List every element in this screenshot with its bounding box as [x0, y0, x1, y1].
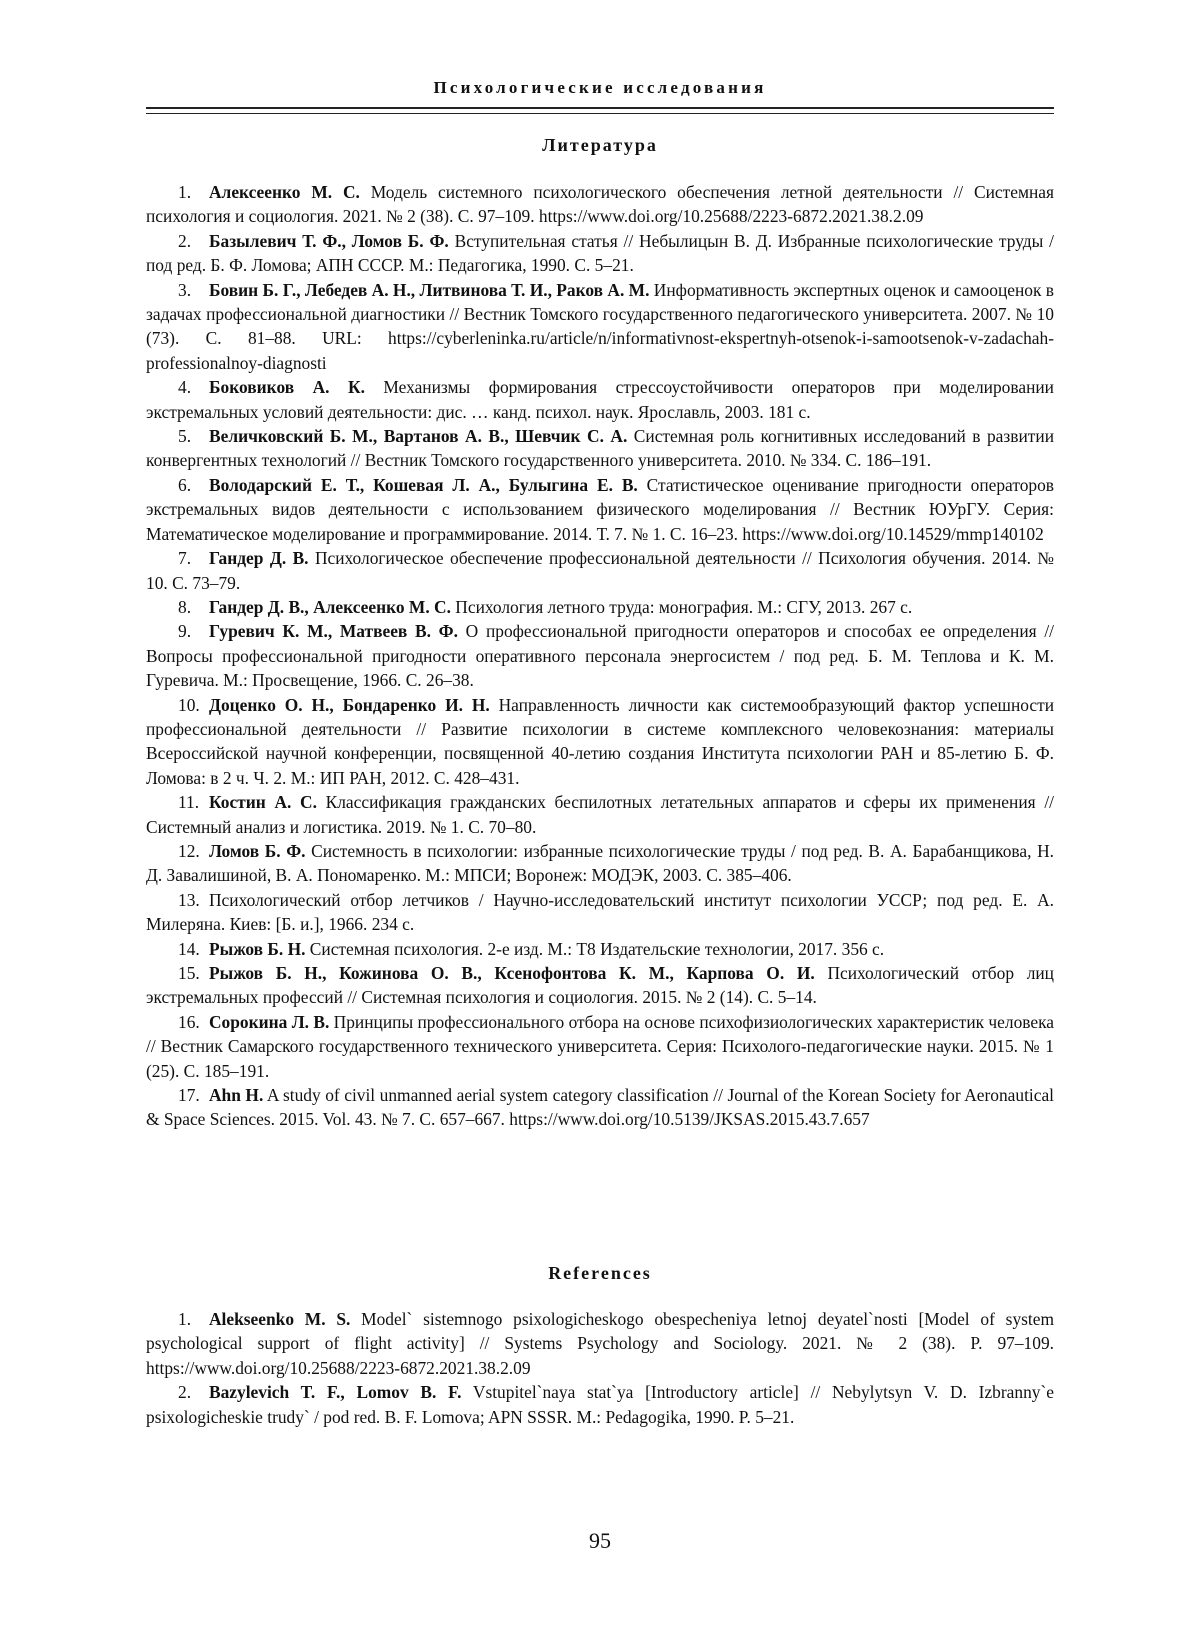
literature-item-authors: Бовин Б. Г., Лебедев А. Н., Литвинова Т. И., Раков А. М.: [209, 280, 649, 300]
literature-item: [146, 595, 1054, 619]
literature-item: [146, 180, 1054, 229]
literature-list: [146, 180, 1054, 1132]
references-item-number: 2.: [178, 1380, 209, 1404]
literature-item-authors: Гандер Д. В.: [209, 548, 309, 568]
literature-item-text: Системность в психологии: избранные психологические труды / под ред. В. А. Барабанщикова, Н. Д. Завалишиной, В. А. Пономаренко. М.: МПСИ; Воронеж: МОДЭК, 2003. С. 385–406.: [146, 841, 1054, 885]
literature-item-text: Системная роль когнитивных исследований в развитии конвергентных технологий // Вестник Томского государственного университета. 2010. № 334. С. 186–191.: [146, 426, 1054, 470]
literature-item-authors: Володарский Е. Т., Кошевая Л. А., Булыгина Е. В.: [209, 475, 638, 495]
references-item-authors: Bazylevich T. F., Lomov B. F.: [209, 1382, 461, 1402]
literature-item-authors: Ahn H.: [209, 1085, 263, 1105]
journal-page: [0, 0, 1200, 1651]
literature-item-text: Системная психология. 2-е изд. М.: Т8 Издательские технологии, 2017. 356 с.: [305, 939, 884, 959]
references-item: [146, 1307, 1054, 1380]
literature-item-number: 12.: [178, 839, 209, 863]
literature-item: [146, 693, 1054, 791]
literature-item-authors: Боковиков А. К.: [209, 377, 365, 397]
literature-item-text: Информативность экспертных оценок и самооценок в задачах профессиональной диагностики // Вестник Томского государственного педагогического университета. 2007. № 10 (73). С. 81–88. URL: https://cyberleninka.ru/article/n/informativnost-ekspertnyh-otsenok-i-samootsenok-v-zadachah-professionalnoy-diagnosti: [146, 280, 1054, 373]
literature-item-authors: Сорокина Л. В.: [209, 1012, 329, 1032]
literature-item-number: 10.: [178, 693, 209, 717]
literature-item: [146, 546, 1054, 595]
literature-item-authors: Доценко О. Н., Бондаренко И. Н.: [209, 695, 490, 715]
literature-item-text: Психологическое обеспечение профессиональной деятельности // Психология обучения. 2014. № 10. С. 73–79.: [146, 548, 1054, 592]
literature-item-text: О профессиональной пригодности операторов и способах ее определения // Вопросы профессиональной пригодности оперативного персонала энергосистем / под ред. Б. М. Теплова и К. М. Гуревича. М.: Просвещение, 1966. С. 26–38.: [146, 621, 1054, 690]
literature-item-authors: Ломов Б. Ф.: [209, 841, 306, 861]
literature-item-authors: Рыжов Б. Н., Кожинова О. В., Ксенофонтова К. М., Карпова О. И.: [209, 963, 815, 983]
literature-item: [146, 424, 1054, 473]
literature-item-number: 8.: [178, 595, 209, 619]
literature-item: [146, 1083, 1054, 1132]
literature-item: [146, 473, 1054, 546]
literature-item: [146, 839, 1054, 888]
literature-item-number: 16.: [178, 1010, 209, 1034]
literature-item-number: 6.: [178, 473, 209, 497]
literature-item-authors: Рыжов Б. Н.: [209, 939, 305, 959]
literature-item-text: Направленность личности как системообразующий фактор успешности профессиональной деятельности // Развитие психологии в системе комплексного человекознания: материалы Всероссийской научной конференции, посвященной 40-летию создания Института психологии РАН и 85-летию Б. Ф. Ломова: в 2 ч. Ч. 2. М.: ИП РАН, 2012. С. 428–431.: [146, 695, 1054, 788]
literature-item-number: 11.: [178, 790, 209, 814]
literature-item: [146, 790, 1054, 839]
literature-item: [146, 1010, 1054, 1083]
literature-item-authors: Гандер Д. В., Алексеенко М. С.: [209, 597, 451, 617]
literature-item-authors: Базылевич Т. Ф., Ломов Б. Ф.: [209, 231, 449, 251]
references-list: [146, 1307, 1054, 1429]
literature-item-text: Статистическое оценивание пригодности операторов экстремальных видов деятельности с использованием физического моделирования // Вестник ЮУрГУ. Серия: Математическое моделирование и программирование. 2014. Т. 7. № 1. С. 16–23. https://www.doi.org/10.14529/mmp140102: [146, 475, 1054, 544]
references-item-authors: Alekseenko M. S.: [209, 1309, 350, 1329]
literature-item-text: Механизмы формирования стрессоустойчивости операторов при моделировании экстремальных условий деятельности: дис. … канд. психол. наук. Ярославль, 2003. 181 с.: [146, 377, 1054, 421]
literature-item-number: 1.: [178, 180, 209, 204]
literature-item-number: 4.: [178, 375, 209, 399]
literature-item-text: A study of civil unmanned aerial system category classification // Journal of the Korean Society for Aeronautical & Space Sciences. 2015. Vol. 43. № 7. С. 657–667. https://www.doi.org/10.5139/JKSAS.2015.43.7.657: [146, 1085, 1054, 1129]
references-item: [146, 1380, 1054, 1429]
literature-item-authors: Алексеенко М. С.: [209, 182, 360, 202]
literature-item-number: 14.: [178, 937, 209, 961]
header-rule-thin: [146, 113, 1054, 114]
literature-item-text: Вступительная статья // Небылицын В. Д. Избранные психологические труды / под ред. Б. Ф. Ломова; АПН СССР. М.: Педагогика, 1990. С. 5–21.: [146, 231, 1054, 275]
literature-item-authors: Величковский Б. М., Вартанов А. В., Шевчик С. А.: [209, 426, 627, 446]
header-rule-thick: [146, 107, 1054, 109]
literature-item-text: Психологический отбор лиц экстремальных профессий // Системная психология и социология. 2015. № 2 (14). С. 5–14.: [146, 963, 1054, 1007]
literature-item-text: Принципы профессионального отбора на основе психофизиологических характеристик человека // Вестник Самарского государственного технического университета. Серия: Психолого-педагогические науки. 2015. № 1 (25). С. 185–191.: [146, 1012, 1054, 1081]
literature-item: [146, 278, 1054, 376]
literature-item-number: 7.: [178, 546, 209, 570]
literature-item-number: 9.: [178, 619, 209, 643]
literature-item: [146, 937, 1054, 961]
literature-item: [146, 619, 1054, 692]
literature-item-number: 3.: [178, 278, 209, 302]
literature-title: Литература: [146, 135, 1054, 156]
literature-item-text: Психологический отбор летчиков / Научно-исследовательский институт психологии УССР; под ред. Е. А. Милеряна. Киев: [Б. и.], 1966. 234 с.: [146, 890, 1054, 934]
page-number: 95: [146, 1528, 1054, 1554]
references-title: References: [146, 1263, 1054, 1284]
references-item-number: 1.: [178, 1307, 209, 1331]
literature-item: [146, 961, 1054, 1010]
literature-item-authors: Гуревич К. М., Матвеев В. Ф.: [209, 621, 458, 641]
literature-item-text: Психология летного труда: монография. М.: СГУ, 2013. 267 с.: [451, 597, 912, 617]
literature-item-number: 5.: [178, 424, 209, 448]
literature-item-number: 15.: [178, 961, 209, 985]
running-head: Психологические исследования: [146, 78, 1054, 98]
references-item-text: Vstupitel`naya stat`ya [Introductory article] // Nebylytsyn V. D. Izbranny`e psixologicheskie trudy` / pod red. B. F. Lomova; APN SSSR. M.: Pedagogika, 1990. P. 5–21.: [146, 1382, 1054, 1426]
literature-item-text: Классификация гражданских беспилотных летательных аппаратов и сферы их применения // Системный анализ и логистика. 2019. № 1. С. 70–80.: [146, 792, 1054, 836]
literature-item-number: 2.: [178, 229, 209, 253]
literature-item-text: Модель системного психологического обеспечения летной деятельности // Системная психология и социология. 2021. № 2 (38). С. 97–109. https://www.doi.org/10.25688/2223-6872.2021.38.2.09: [146, 182, 1054, 226]
references-item-text: Model` sistemnogo psixologicheskogo obespecheniya letnoj deyatel`nosti [Model of system psychological support of flight activity] // Systems Psychology and Sociology. 2021. № 2 (38). P. 97–109. https://www.doi.org/10.25688/2223-6872.2021.38.2.09: [146, 1309, 1054, 1378]
literature-item: [146, 229, 1054, 278]
literature-item-number: 13.: [178, 888, 209, 912]
literature-item: [146, 888, 1054, 937]
literature-item: [146, 375, 1054, 424]
literature-item-authors: Костин А. С.: [209, 792, 317, 812]
literature-item-number: 17.: [178, 1083, 209, 1107]
